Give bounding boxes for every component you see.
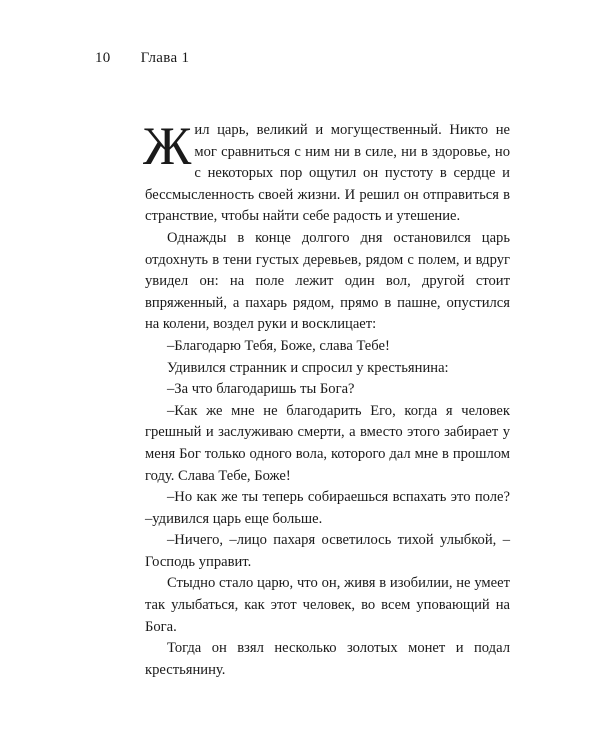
paragraph: –Как же мне не благодарить Его, когда я человек грешный и заслуживаю смерти, а вместо этого забирает у меня Бог только одного вола, которого дал мне в прошлом году. Слава Тебе, Боже! xyxy=(145,402,510,484)
chapter-title: Глава 1 xyxy=(140,50,190,66)
running-header xyxy=(95,50,189,67)
paragraph: –За что благодаришь ты Бога? xyxy=(167,381,355,398)
drop-cap: Ж xyxy=(143,116,192,176)
paragraph: Стыдно стало царю, что он, живя в изобилии, не умеет так улыбаться, как этот человек, во всем уповающий на Бога. xyxy=(145,575,510,635)
first-paragraph xyxy=(143,116,510,228)
paragraph: –Но как же ты теперь собираешься вспахать это поле? –удивился царь еще больше. xyxy=(145,489,510,527)
paragraph: –Благодарю Тебя, Боже, слава Тебе! xyxy=(167,337,390,354)
first-paragraph-text: ил царь, великий и могущественный. Никто не мог сравниться с ним ни в силе, ни в здоровье, но с некоторых пор ощутил он пустоту в сердце и бессмысленность своей жизни. И решил он отправиться в странствие, чтобы найти себе радость и утешение. xyxy=(145,122,510,225)
paragraph: Тогда он взял несколько золотых монет и подал крестьянину. xyxy=(145,640,510,678)
body-text xyxy=(143,116,510,681)
paragraph: Удивился странник и спросил у крестьянина: xyxy=(167,359,449,376)
paragraph: Однажды в конце долгого дня остановился царь отдохнуть в тени густых деревьев, рядом с полем, и вдруг увидел он: на поле лежит один вол, другой стоит впряженный, а пахарь рядом, прямо в пашне, опустился на колени, воздел руки и восклицает: xyxy=(145,229,510,333)
page-number: 10 xyxy=(95,50,111,66)
paragraph: –Ничего, –лицо пахаря осветилось тихой улыбкой, –Господь управит. xyxy=(145,532,510,570)
